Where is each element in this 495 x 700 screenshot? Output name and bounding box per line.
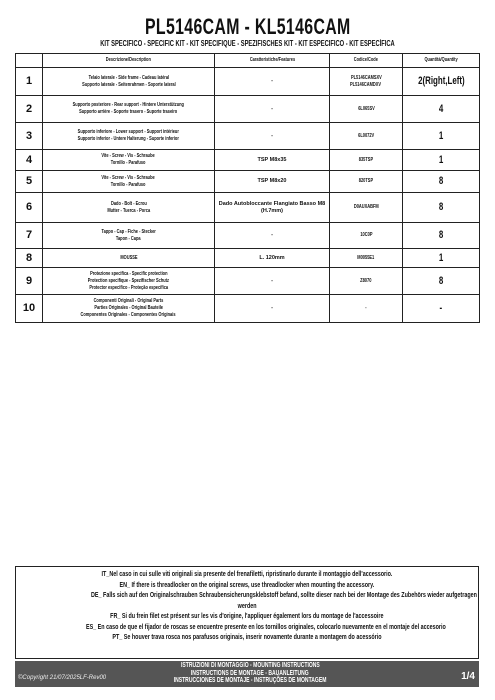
row-features: - [215, 295, 330, 323]
row-code: D0AUXABFM [330, 193, 403, 223]
row-features: - [215, 96, 330, 123]
copyright-text: ©Copyright 21/07/2025LF-Rev00 [18, 675, 107, 681]
row-number: 5 [16, 171, 43, 193]
row-code: PL5146CAMSXV PL5146CAMDXV [330, 68, 403, 96]
header-number [16, 54, 43, 68]
row-quantity: 1 [403, 150, 480, 171]
table-empty-row [16, 323, 480, 324]
row-code: M0055E1 [330, 249, 403, 268]
row-quantity: 8 [403, 171, 480, 193]
table-row [16, 268, 480, 295]
table-row [16, 249, 480, 268]
note-line: FR_ Si du frein filet est présent sur les vis d'origine, l'appliquer également lors du montage de l'accessoire [110, 611, 384, 620]
row-description: Supporto posteriore - Rear support - Hintere Unterstützung Supporto arrière - Soporte trasero - Suporte traseiro [43, 96, 215, 123]
header-features: Caratteristiche/Features [215, 54, 330, 68]
table-row [16, 68, 480, 96]
row-features: TSP M8x20 [215, 171, 330, 193]
note-line: IT_Nel caso in cui sulle viti originali sia presente del frenafiletti, ripristinarlo durante il montaggio dell'accessorio. [101, 569, 393, 578]
row-quantity: 8 [403, 193, 480, 223]
note-line: werden [237, 600, 257, 610]
row-number: 2 [16, 96, 43, 123]
table-row [16, 96, 480, 123]
note-line: PT_ Se houver trava rosca nos parafusos originais, inserir novamente durante a montagem do acessório [112, 632, 382, 641]
row-code: 6L065SV [330, 96, 403, 123]
instructions-line: INSTRUCCIONES DE MONTAJE - INSTRUÇÕES DE MONTAGEM [173, 677, 327, 684]
document-title: PL5146CAM - KL5146CAM [144, 14, 351, 39]
row-features: - [215, 68, 330, 96]
row-number: 1 [16, 68, 43, 96]
row-description: Telaio laterale - Side frame - Cadeau latéral Supporto laterale - Seitenrahmen - Soporte lateral [43, 68, 215, 96]
row-features: - [215, 268, 330, 295]
table-row [16, 295, 480, 323]
table-row [16, 171, 480, 193]
empty-cell [330, 323, 403, 324]
row-code: 10C0P [330, 223, 403, 249]
row-quantity: - [403, 295, 480, 323]
row-number: 10 [16, 295, 43, 323]
row-code: Z8070 [330, 268, 403, 295]
footer-bar [15, 661, 479, 687]
row-quantity: 4 [403, 96, 480, 123]
note-line: ES_ En caso de que el fijador de roscas se encuentre presente en los tornillos originales, colocarlo nuevamente en el montaje del accesorio [85, 621, 446, 631]
row-quantity: 2(Right,Left) [403, 68, 480, 96]
row-description: Vite - Screw - Vis - Schraube Tornillo - Parafuso [43, 171, 215, 193]
row-quantity: 8 [403, 223, 480, 249]
row-number: 7 [16, 223, 43, 249]
row-description: MOUSSE [43, 249, 215, 268]
note-line: EN_ If there is threadlocker on the original screws, use threadlocker when mounting the accessory. [119, 579, 375, 589]
row-features: Dado Autobloccante Flangiato Basso M8 (H.7mm) [215, 193, 330, 223]
row-code: - [330, 295, 403, 323]
threadlocker-note [15, 566, 479, 659]
row-code: 820TSP [330, 171, 403, 193]
row-code: 6L0072V [330, 123, 403, 150]
instructions-line: INSTRUCTIONS DE MONTAGE - BAUANLEITUNG [191, 669, 309, 677]
header-description: Descrizione/Description [43, 54, 215, 68]
row-description: Dado - Bolt - Ecrou Mutter - Tuerca - Porca [43, 193, 215, 223]
header-code: Codice/Code [330, 54, 403, 68]
empty-cell [215, 323, 330, 324]
instructions-title [135, 662, 365, 685]
row-description: Supporto inferiore - Lower support - Support intérieur Supporto inferior - Untere Halterung - Suporte inferior [43, 123, 215, 150]
row-description: Componenti Originali - Original Parts Parties Originales - Original Bauteile Componentes Originales - Componentes Originais [43, 295, 215, 323]
row-code: 835TSP [330, 150, 403, 171]
row-description: Tappo - Cap - Fiche - Stecker Tapon - Capa [43, 223, 215, 249]
row-quantity: 1 [403, 249, 480, 268]
row-description: Protezione specifica - Specific protection Protection specifique - Spezifischer Schutz Protector especifico - Proteção específica [43, 268, 215, 295]
header-quantity: Quantità/Quantity [403, 54, 480, 68]
row-features: L. 120mm [215, 249, 330, 268]
table-row [16, 150, 480, 171]
row-number: 6 [16, 193, 43, 223]
instructions-line: ISTRUZIONI DI MONTAGGIO - MOUNTING INSTRUCTIONS [180, 662, 320, 669]
row-number: 8 [16, 249, 43, 268]
table-header-row [16, 54, 480, 68]
table-row [16, 123, 480, 150]
table-row [16, 193, 480, 223]
row-quantity: 8 [403, 268, 480, 295]
table-row [16, 223, 480, 249]
empty-cell [16, 323, 43, 324]
document-subtitle: KIT SPECIFICO - SPECIFIC KIT - KIT SPECIFIQUE - SPEZIFISCHES KIT - KIT ESPECIFICO - KIT ESPECÍFICA [100, 39, 395, 48]
empty-cell [43, 323, 215, 324]
row-number: 9 [16, 268, 43, 295]
row-number: 3 [16, 123, 43, 150]
row-features: TSP M8x35 [215, 150, 330, 171]
row-features: - [215, 123, 330, 150]
page-number: 1/4 [461, 671, 475, 682]
empty-cell [403, 323, 480, 324]
row-features: - [215, 223, 330, 249]
parts-table [15, 53, 480, 323]
row-description: Vite - Screw - Vis - Schraube Tornillo - Parafuso [43, 150, 215, 171]
note-line: DE_ Falls sich auf den Originalschrauben Schraubensicherungsklebstoff befand, sollte dieser nach bei der Montage des Zubehörs wieder aufgetragen [91, 590, 477, 599]
row-number: 4 [16, 150, 43, 171]
row-quantity: 1 [403, 123, 480, 150]
